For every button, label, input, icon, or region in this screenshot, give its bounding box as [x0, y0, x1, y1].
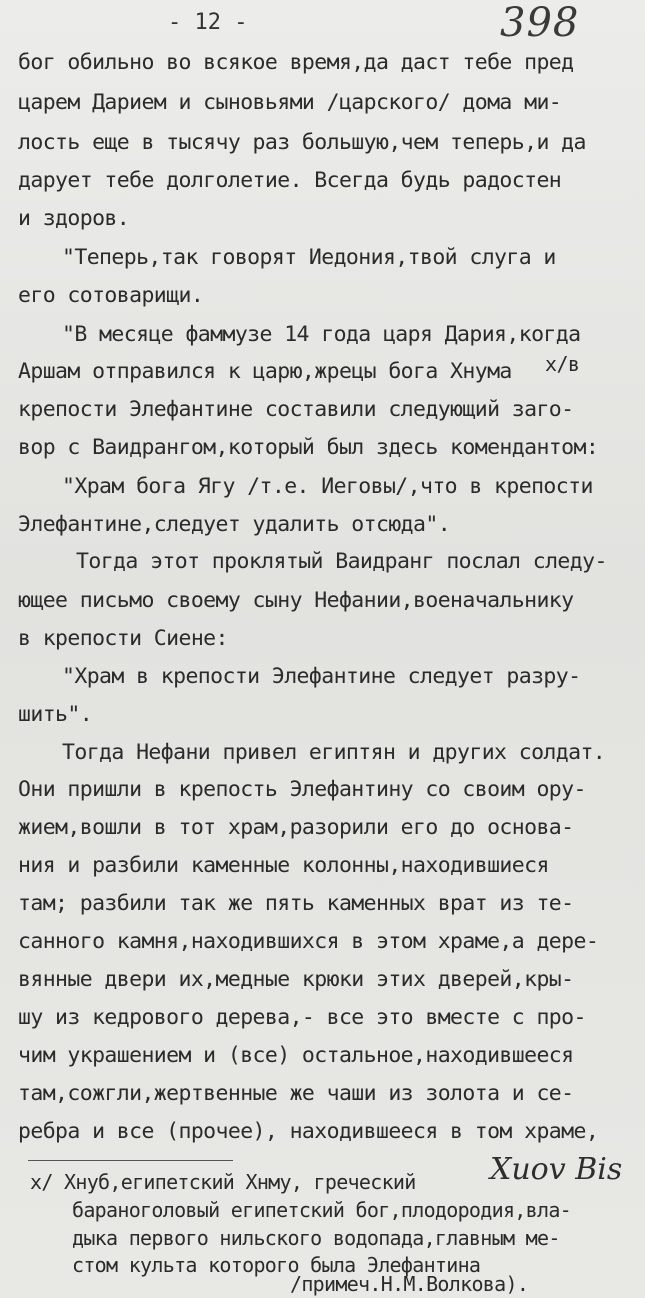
- handwritten-note: Xuov Bis: [490, 1152, 623, 1187]
- text-line: бог обильно во всякое время,да даст тебе пред: [18, 50, 574, 75]
- text-line: ния и разбили каменные колонны,находившиеся: [18, 853, 549, 878]
- text-line: дарует тебе долголетие. Всегда будь радостен: [18, 168, 562, 193]
- text-line: там; разбили так же пять каменных врат из те-: [18, 891, 574, 916]
- text-line: лость еще в тысячу раз большую,чем теперь,и да: [18, 130, 586, 155]
- text-line: ющее письмо своему сыну Нефании,военачальнику: [18, 588, 574, 613]
- footnote-line: х/ Хнуб,египетский Хнму, греческий: [30, 1170, 416, 1194]
- text-line: Аршам отправился к царю,жрецы бога Хнума: [18, 359, 512, 384]
- text-line: "Храм в крепости Элефантине следует разру-: [62, 664, 581, 689]
- text-line: царем Дарием и сыновьями /царского/ дома ми-: [18, 90, 562, 115]
- text-line: шу из кедрового дерева,- все это вместе с про-: [18, 1005, 586, 1030]
- footnote-line: дыка первого нильского водопада,главным ме-: [72, 1226, 560, 1250]
- text-line: его сотоварищи.: [18, 283, 204, 308]
- text-line: в крепости Сиене:: [18, 626, 228, 651]
- text-line: Тогда Нефани привел египтян и других солдат.: [62, 740, 606, 765]
- page-number: - 12 -: [168, 10, 248, 35]
- footnote-line: стом культа которого была Элефантина: [72, 1253, 481, 1277]
- text-line: вянные двери их,медные крюки этих дверей,кры-: [18, 967, 574, 992]
- archive-number-handwritten: 398: [500, 0, 580, 46]
- text-line: чим украшением и (все) остальное,находившееся: [18, 1043, 574, 1068]
- text-line: шить".: [18, 702, 93, 727]
- text-line: вор с Ваидрангом,который был здесь комендантом:: [18, 435, 599, 460]
- text-line: санного камня,находившихся в этом храме,а дере-: [18, 929, 599, 954]
- text-line: там,сожгли,жертвенные же чаши из золота и се-: [18, 1081, 574, 1106]
- text-line: Элефантине,следует удалить отсюда".: [18, 512, 451, 537]
- text-line: "В месяце фаммузе 14 года царя Дария,когда: [62, 322, 581, 347]
- text-line: и здоров.: [18, 206, 130, 231]
- text-line: "Теперь,так говорят Иедония,твой слуга и: [62, 245, 556, 270]
- text-line: крепости Элефантине составили следующий заго-: [18, 397, 574, 422]
- text-line: жием,вошли в тот храм,разорили его до основа-: [18, 815, 574, 840]
- footnote-line: /примеч.Н.М.Волкова).: [290, 1272, 529, 1296]
- footnote-line: бараноголовый египетский бог,плодородия,вла-: [72, 1198, 572, 1222]
- footnote-separator: [28, 1160, 233, 1161]
- text-line: Тогда этот проклятый Ваидранг послал следу-: [76, 549, 607, 574]
- text-line: Они пришли в крепость Элефантину со своим ору-: [18, 777, 586, 802]
- text-line: ребра и все (прочее), находившееся в том храме,: [18, 1119, 599, 1144]
- footnote-reference: х/в: [545, 352, 580, 376]
- text-line: "Храм бога Ягу /т.е. Иеговы/,что в крепости: [62, 474, 593, 499]
